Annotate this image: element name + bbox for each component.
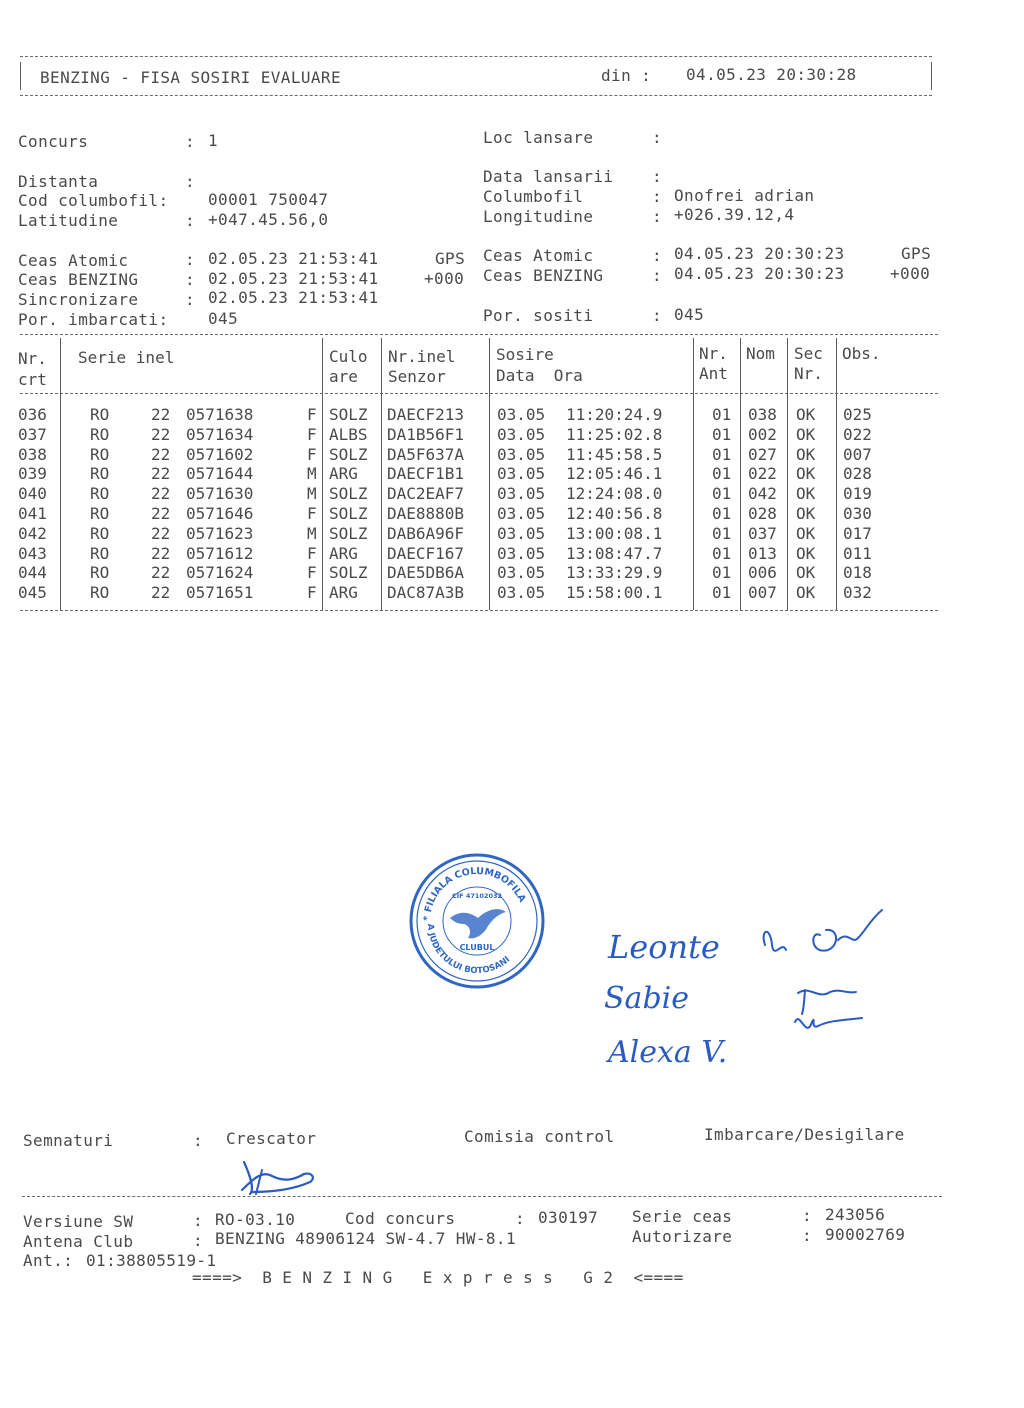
benzing-banner: ====> B E N Z I N G E x p r e s s G 2 <==== [192, 1268, 684, 1287]
table-row [18, 563, 938, 583]
cell-nom: 042 [748, 484, 777, 504]
table-row [18, 544, 938, 564]
latitudine-label: Latitudine [18, 211, 119, 230]
table-top-border [20, 334, 938, 335]
imbarcare-label: Imbarcare/Desigilare [704, 1125, 905, 1144]
cell-country: RO [90, 523, 110, 543]
cell-time: 12:24:08.0 [566, 484, 663, 504]
club-stamp [408, 852, 546, 990]
table-row [18, 504, 938, 524]
th-nr-inel: Nr.inel [388, 347, 456, 366]
cell-sex: F [307, 563, 317, 583]
ceas-benzing-right-suffix: +000 [890, 264, 931, 283]
table-header-border [20, 393, 938, 394]
cell-nom: 038 [748, 405, 777, 424]
cell-ant: 01 [712, 583, 732, 603]
cod-columbofil-value: 00001 750047 [208, 190, 329, 209]
cell-sensor: DAECF1B1 [387, 464, 465, 484]
cell-time: 11:25:02.8 [566, 424, 663, 444]
cell-sex: F [307, 444, 317, 464]
stamp-text-bottom: A JUDETULUI BOTOSANI [424, 923, 513, 977]
data-lansarii-label: Data lansarii [483, 167, 614, 186]
data-lansarii-sep: : [652, 167, 663, 186]
footer-divider [22, 1196, 942, 1197]
cell-date: 03.05 [497, 543, 546, 563]
cell-country: RO [90, 543, 110, 563]
cell-year: 22 [151, 563, 171, 583]
concurs-value: 1 [208, 131, 219, 150]
stamp-text-top: * FILIALA COLUMBOFILA [421, 865, 528, 922]
cell-sec: OK [796, 424, 816, 444]
cell-obs: 019 [843, 484, 872, 504]
longitudine-value: +026.39.12,4 [674, 205, 795, 224]
th-culo: Culo [329, 347, 368, 366]
ceas-benzing-sep: : [185, 270, 196, 289]
th-data-ora: Data Ora [496, 366, 583, 385]
sig-alexa: Alexa V. [608, 1035, 728, 1070]
dove-icon [450, 909, 506, 938]
table-row [18, 425, 938, 445]
cell-ant: 01 [712, 424, 732, 444]
columbofil-label: Columbofil [483, 187, 584, 206]
cell-country: RO [90, 464, 110, 484]
th-senzor: Senzor [388, 367, 446, 386]
cell-sensor: DAE8880B [387, 504, 465, 523]
cell-nom: 007 [748, 583, 777, 603]
cell-ant: 01 [712, 563, 732, 583]
table-bottom-border [20, 610, 938, 611]
ceas-benzing-right-value: 04.05.23 20:30:23 [674, 264, 845, 283]
cell-ant: 01 [712, 523, 732, 543]
cell-nom: 028 [748, 504, 777, 523]
th-nom: Nom [746, 344, 775, 363]
cell-crt: 038 [18, 444, 47, 464]
cell-ring: 0571644 [186, 464, 254, 484]
th-ant: Ant [699, 364, 728, 383]
por-imbarcati-label-text: Por. imbarcati [18, 310, 159, 329]
cell-sensor: DAC2EAF7 [387, 484, 465, 504]
cell-color: SOLZ [329, 405, 368, 424]
cell-time: 15:58:00.1 [566, 583, 663, 603]
cell-obs: 017 [843, 523, 872, 543]
autorizare-label: Autorizare [632, 1227, 733, 1246]
cell-sensor: DAB6A96F [387, 523, 465, 543]
loc-lansare-sep: : [652, 128, 663, 147]
longitudine-label: Longitudine [483, 207, 594, 226]
cell-year: 22 [151, 444, 171, 464]
cell-country: RO [90, 563, 110, 583]
cell-ring: 0571634 [186, 424, 254, 444]
cell-nom: 013 [748, 543, 777, 563]
ceas-atomic-right-label: Ceas Atomic [483, 246, 594, 265]
cell-time: 11:20:24.9 [566, 405, 663, 424]
cell-country: RO [90, 484, 110, 504]
th-serie-inel: Serie inel [78, 348, 175, 367]
ceas-atomic-right-value: 04.05.23 20:30:23 [674, 244, 845, 263]
cell-year: 22 [151, 543, 171, 563]
cell-obs: 011 [843, 543, 872, 563]
ceas-benzing-label: Ceas BENZING [18, 270, 139, 289]
cell-date: 03.05 [497, 563, 546, 583]
th-nr-ant: Nr. [699, 344, 728, 363]
longitudine-sep: : [652, 207, 663, 226]
cell-color: SOLZ [329, 484, 368, 504]
cell-sensor: DAC87A3B [387, 583, 465, 603]
versiune-label: Versiune SW [23, 1212, 134, 1231]
antena-label: Antena Club [23, 1232, 134, 1251]
antena-sep: : [193, 1231, 204, 1250]
ceas-benzing-right-label: Ceas BENZING [483, 266, 604, 285]
antena-value: BENZING 48906124 SW-4.7 HW-8.1 [215, 1229, 516, 1248]
latitudine-value: +047.45.56,0 [208, 210, 329, 229]
cell-obs: 025 [843, 405, 872, 424]
concurs-sep: : [185, 132, 196, 151]
ant-value: 01:38805519-1 [86, 1251, 217, 1270]
cell-nom: 027 [748, 444, 777, 464]
cell-obs: 028 [843, 464, 872, 484]
cell-date: 03.05 [497, 464, 546, 484]
cell-nom: 022 [748, 464, 777, 484]
columbofil-value: Onofrei adrian [674, 186, 815, 205]
cell-sensor: DA5F637A [387, 444, 465, 464]
cell-obs: 022 [843, 424, 872, 444]
cell-country: RO [90, 405, 110, 424]
cod-concurs-sep: : [515, 1209, 526, 1228]
cell-year: 22 [151, 464, 171, 484]
cell-date: 03.05 [497, 424, 546, 444]
cell-sec: OK [796, 444, 816, 464]
cell-time: 12:05:46.1 [566, 464, 663, 484]
ceas-atomic-right-sep: : [652, 246, 663, 265]
ceas-benzing-left-suffix: +000 [424, 269, 465, 288]
cell-time: 13:08:47.7 [566, 543, 663, 563]
por-imbarcati-value: 045 [208, 309, 239, 328]
cell-nom: 002 [748, 424, 777, 444]
cell-color: SOLZ [329, 563, 368, 583]
cell-color: ARG [329, 543, 358, 563]
cell-ring: 0571630 [186, 484, 254, 504]
loc-lansare-label: Loc lansare [483, 128, 594, 147]
serie-ceas-label: Serie ceas [632, 1207, 733, 1226]
cell-ring: 0571624 [186, 563, 254, 583]
cell-ant: 01 [712, 504, 732, 523]
table-row [18, 583, 938, 603]
cell-time: 13:33:29.9 [566, 563, 663, 583]
cell-year: 22 [151, 523, 171, 543]
din-label: din : [601, 66, 652, 85]
cell-sex: F [307, 504, 317, 523]
cell-sec: OK [796, 583, 816, 603]
por-imbarcati-label: Por. imbarcati: [18, 310, 169, 329]
por-sositi-sep: : [652, 306, 663, 325]
cell-ring: 0571651 [186, 583, 254, 603]
cell-sec: OK [796, 563, 816, 583]
cell-ring: 0571602 [186, 444, 254, 464]
cell-sex: F [307, 583, 317, 603]
cell-sex: M [307, 523, 317, 543]
cod-concurs-value: 030197 [538, 1208, 599, 1227]
sig-sabie: Sabie [604, 981, 689, 1016]
cell-date: 03.05 [497, 523, 546, 543]
cell-ring: 0571623 [186, 523, 254, 543]
semnaturi-label: Semnaturi [23, 1131, 114, 1150]
cell-year: 22 [151, 583, 171, 603]
th-are: are [329, 367, 358, 386]
cell-sex: F [307, 543, 317, 563]
header-right-border [931, 62, 932, 90]
cell-year: 22 [151, 484, 171, 504]
cell-time: 12:40:56.8 [566, 504, 663, 523]
cell-sensor: DAECF167 [387, 543, 465, 563]
th-sec-nr: Nr. [794, 364, 823, 383]
cell-crt: 040 [18, 484, 47, 504]
cell-crt: 043 [18, 543, 47, 563]
cell-year: 22 [151, 424, 171, 444]
ceas-atomic-left-suffix: GPS [435, 249, 466, 268]
cod-columbofil-label-text: Cod columbofil [18, 191, 159, 210]
versiune-sep: : [193, 1211, 204, 1230]
cell-crt: 039 [18, 464, 47, 484]
cell-time: 13:00:08.1 [566, 523, 663, 543]
ceas-atomic-sep: : [185, 250, 196, 269]
th-sec: Sec [794, 344, 823, 363]
th-nr: Nr. [18, 349, 47, 368]
cell-sensor: DA1B56F1 [387, 424, 465, 444]
cell-sensor: DAE5DB6A [387, 563, 465, 583]
cell-crt: 042 [18, 523, 47, 543]
ceas-atomic-right-suffix: GPS [901, 244, 932, 263]
latitudine-sep: : [185, 211, 196, 230]
crescator-label: Crescator [226, 1129, 317, 1148]
distanta-sep: : [185, 172, 196, 191]
commission-signatures [590, 890, 920, 1090]
stamp-text-club: CLUBUL [459, 943, 495, 952]
cell-sec: OK [796, 484, 816, 504]
table-row [18, 405, 938, 425]
cell-country: RO [90, 424, 110, 444]
cell-ring: 0571638 [186, 405, 254, 424]
cell-year: 22 [151, 405, 171, 424]
cell-sec: OK [796, 504, 816, 523]
cell-ant: 01 [712, 484, 732, 504]
cell-country: RO [90, 583, 110, 603]
cell-sec: OK [796, 543, 816, 563]
cell-sex: F [307, 405, 317, 424]
cod-concurs-label: Cod concurs [345, 1209, 456, 1228]
th-sosire: Sosire [496, 345, 554, 364]
ceas-benzing-right-sep: : [652, 266, 663, 285]
columbofil-sep: : [652, 187, 663, 206]
cell-nom: 037 [748, 523, 777, 543]
header-left-border [20, 62, 21, 90]
cell-obs: 018 [843, 563, 872, 583]
cell-color: SOLZ [329, 504, 368, 523]
cell-color: SOLZ [329, 444, 368, 464]
cell-crt: 037 [18, 424, 47, 444]
cell-obs: 030 [843, 504, 872, 523]
report-title: BENZING - FISA SOSIRI EVALUARE [40, 68, 341, 87]
stamp-text-cif: CIF 47102032 [451, 892, 503, 900]
serie-ceas-sep: : [802, 1206, 813, 1225]
concurs-label: Concurs [18, 132, 89, 151]
table-row [18, 524, 938, 544]
cell-color: ARG [329, 583, 358, 603]
cell-ring: 0571646 [186, 504, 254, 523]
cell-time: 11:45:58.5 [566, 444, 663, 464]
cell-ant: 01 [712, 444, 732, 464]
autorizare-value: 90002769 [825, 1225, 906, 1244]
cell-country: RO [90, 504, 110, 523]
report-datetime: 04.05.23 20:30:28 [686, 65, 857, 84]
distanta-label: Distanta [18, 172, 99, 191]
cell-country: RO [90, 444, 110, 464]
versiune-value: RO-03.10 [215, 1210, 296, 1229]
cell-ant: 01 [712, 405, 732, 424]
ceas-atomic-label: Ceas Atomic [18, 251, 129, 270]
por-sositi-value: 045 [674, 305, 705, 324]
cell-date: 03.05 [497, 484, 546, 504]
cell-date: 03.05 [497, 444, 546, 464]
crescator-signature [232, 1150, 332, 1200]
th-obs: Obs. [842, 344, 881, 363]
autorizare-sep: : [802, 1226, 813, 1245]
cell-crt: 044 [18, 563, 47, 583]
header-bottom-border [20, 95, 932, 96]
semnaturi-sep: : [193, 1131, 204, 1150]
por-sositi-label: Por. sositi [483, 306, 594, 325]
cell-sec: OK [796, 523, 816, 543]
cell-ant: 01 [712, 543, 732, 563]
sincronizare-value: 02.05.23 21:53:41 [208, 288, 379, 307]
cell-ant: 01 [712, 464, 732, 484]
th-crt: crt [18, 370, 47, 389]
table-row [18, 484, 938, 504]
sincronizare-label: Sincronizare [18, 290, 139, 309]
cell-crt: 041 [18, 504, 47, 523]
cell-color: ARG [329, 464, 358, 484]
cell-obs: 007 [843, 444, 872, 464]
cell-nom: 006 [748, 563, 777, 583]
cell-ring: 0571612 [186, 543, 254, 563]
cell-date: 03.05 [497, 405, 546, 424]
table-row [18, 464, 938, 484]
cell-year: 22 [151, 504, 171, 523]
cell-sex: M [307, 484, 317, 504]
cod-columbofil-label: Cod columbofil: [18, 191, 169, 210]
cell-color: SOLZ [329, 523, 368, 543]
ceas-atomic-left-value: 02.05.23 21:53:41 [208, 249, 379, 268]
comisia-label: Comisia control [464, 1127, 615, 1146]
ant-label: Ant.: [23, 1251, 74, 1270]
ceas-benzing-left-value: 02.05.23 21:53:41 [208, 269, 379, 288]
sig-leonte: Leonte [608, 928, 720, 966]
cell-sec: OK [796, 464, 816, 484]
sincronizare-sep: : [185, 290, 196, 309]
cell-date: 03.05 [497, 504, 546, 523]
header-top-border [20, 56, 932, 57]
cell-sex: M [307, 464, 317, 484]
serie-ceas-value: 243056 [825, 1205, 886, 1224]
cell-crt: 036 [18, 405, 47, 424]
table-row [18, 445, 938, 465]
cell-sex: F [307, 424, 317, 444]
cell-sensor: DAECF213 [387, 405, 465, 424]
cell-color: ALBS [329, 424, 368, 444]
cell-date: 03.05 [497, 583, 546, 603]
cell-crt: 045 [18, 583, 47, 603]
cell-sec: OK [796, 405, 816, 424]
cell-obs: 032 [843, 583, 872, 603]
